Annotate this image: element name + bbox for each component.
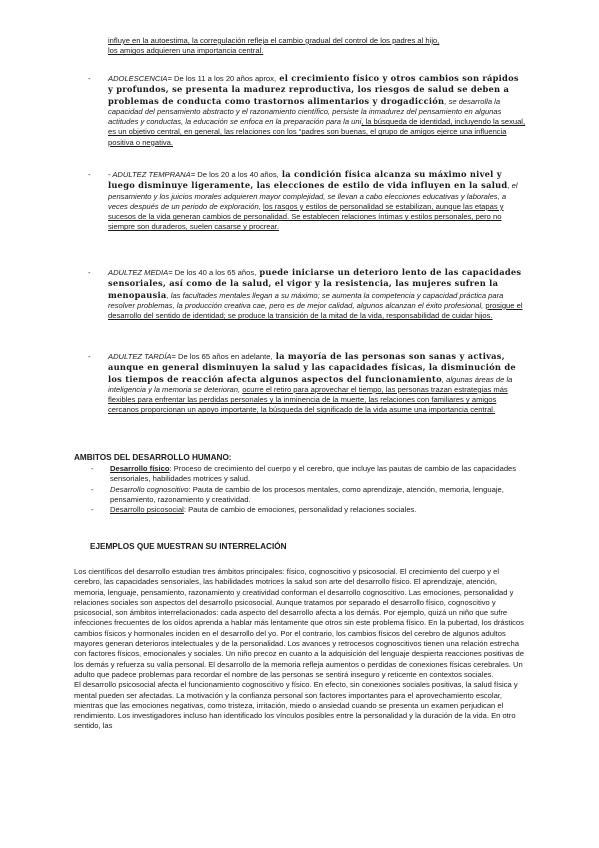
paragraph: Los científicos del desarrollo estudian tres ámbitos principales: físico, cognoscitivo y psicosocial. El crecimiento del cuerpo y el cerebro, las capacidades sensoriales, las habilidades motrices la salud son arte del desarrollo físico. El aprendizaje, atención, memoria, lenguaje, pensamiento, razonamiento y creatividad conforman el desarrollo cognoscitivo. Las emociones, personalidad y relaciones sociales son aspectos del desarrollo psicosocial. Aunque tratamos por separado el desarrollo físico, cognoscitivo y psicosocial, son ámbitos interrelacionados: cada aspecto del desarrollo afecta a los demás. Por ejemplo, quizá un niño que sufre infecciones frecuentes de los oídos aprenda a hablar más lentamente que otros sin este problema físico. En la pubertad, los drásticos cambios físicos y hormonales inciden en el desarrollo del yo. Por el contrario, los cambios físicos del cerebro de algunos adultos mayores generan deterioros intelectuales y de la personalidad. Los avances y retrocesos cognoscitivos tienen una relación estrecha con factores físicos, emocionales y sociales. Un niño precoz en cuanto a la adquisición del lenguaje despierta reacciones positivas de los demás y refuerza su valía personal. El desarrollo de la memoria refleja aumentos o perdidas de conexiones físicas cerebrales. Un adulto que padece problemas para recordar el nombre de las personas se sentirá inseguro y reticente en contextos sociales. (74, 567, 524, 679)
stage-age: De los 11 a los 20 años aprox, (171, 74, 277, 83)
paragraph: El desarrollo psicosocial afecta el funcionamiento cognoscitivo y físico. En efecto, sin conexiones sociales positivas, la salud física y mental pueden ser afectadas. La motivación y la confianza personal son factores importantes para el aprovechamiento escolar, mientras que las emociones negativas, como tristeza, irritación, miedo o ansiedad cuando se presenta un examen perjudican el rendimiento. Los investigadores incluso han identificado los vínculos posibles entre la personalidad y la duración de la vida. En otro sentido, las (74, 680, 518, 731)
stage-adultez-tardia (108, 351, 526, 416)
stage-italic: , algunas áreas de la inteligencia y la memoria se deterioran, (108, 374, 513, 394)
stage-lead: la condición física alcanza su máximo nivel y luego disminuye ligeramente, las elecciones de estilo de vida influyen en la salud (108, 169, 508, 191)
stage-lead: puede iniciarse un deterioro lento de las capacidades sensoriales, así como de la salud, el vigor y la resistencia, las mujeres sufren la menopausia (108, 267, 522, 300)
list-item-term: Desarrollo psicosocial (110, 505, 184, 515)
stage-age: De los 20 a los 40 años, (195, 170, 279, 179)
stage-underlined: prosigue el desarrollo del sentido de identidad; se produce la transición de la mitad de la vida, responsabilidad de cuidar hijos. (108, 300, 523, 321)
ejemplos-heading: EJEMPLOS QUE MUESTRAN SU INTERRELACIÓN (90, 542, 287, 551)
stage-italic: , las facultades mentales llegan a su máximo; se aumenta la competencia y capacidad práctica para resolver problemas, la producción creativa cae, pero es de mejor calidad, algunos alcanzan el éxito profesional, (108, 290, 504, 310)
list-item-text: : Pauta de cambio de los procesos mentales, como aprendizaje, atención, memoria, lenguaje, pensamiento, razonamiento y creatividad. (110, 484, 504, 504)
stage-adolescencia (108, 73, 526, 148)
stage-lead: la mayoría de las personas son sanas y activas, aunque en general disminuyen la salud y las capacidades físicas, la disminución de los tiempos de reacción afecta algunos aspectos del funcionamiento (108, 351, 516, 384)
bullet-marker: - (91, 505, 94, 515)
stage-lead: el crecimiento físico y otros cambios son rápidos y profundos, se presenta la madurez reproductiva, los riesgos de salud se deben a problemas de conducta como trastornos alimentarios y drogadicción (108, 73, 519, 106)
list-item (88, 505, 528, 515)
bullet-marker: - (91, 484, 94, 494)
intro-line-2: los amigos adquieren una importancia central. (108, 46, 264, 56)
list-item-term: Desarrollo físico (110, 464, 170, 473)
stage-age: De los 65 años en adelante, (175, 352, 273, 361)
stage-underlined: los rasgos y estilos de personalidad se estabilizan, aunque las etapas y sucesos de la vida generan cambios de personalidad. Se establecen relaciones íntimas y estilos personales, pero no siempre son duraderos, suelen casarse y procrear. (108, 201, 504, 232)
stage-bullet: - (88, 268, 91, 277)
stage-name: ADULTEZ TARDÍA= (108, 352, 176, 361)
list-item-term: Desarrollo cognoscitivo (110, 484, 189, 494)
stage-name: - ADULTEZ TEMPRANA= (108, 170, 196, 179)
bullet-marker: - (91, 464, 94, 473)
stage-bullet: - (88, 352, 91, 361)
list-item (88, 464, 528, 485)
stage-italic: , se desarrolla la capacidad del pensamiento abstracto y el razonamiento científico, persiste la inmadurez del pensamiento en algunas actitudes y conductas, la educación se enfoca en la preparación para la uni (108, 96, 502, 127)
list-item-text: : Pauta de cambio de emociones, personalidad y relaciones sociales. (183, 505, 417, 515)
stage-underlined: , la búsqueda de identidad, incluyendo la sexual, es un objetivo central, en general, las relaciones con los “padres son buenas, el grupo de amigos ejerce una influencia positiva o negativa. (108, 117, 526, 147)
intro-continuation (108, 36, 526, 57)
ambitos-list (88, 464, 528, 515)
stage-adultez-temprana (108, 169, 526, 233)
stage-name: ADULTEZ MEDIA= (108, 268, 173, 277)
stage-italic: , el pensamiento y los juicios morales adquieren mayor complejidad, se llevan a cabo elecciones educativas y laborales, a veces después de un periodo de exploración, (108, 181, 518, 211)
stage-adultez-media (108, 267, 526, 321)
stage-bullet: - (88, 170, 91, 179)
stage-bullet: - (88, 74, 91, 83)
stage-underlined: ocurre el retiro para aprovechar el tiempo, las personas trazan estrategias más flexibles para enfrentar las perdidas personales y la inminencia de la muerte, las relaciones con familiares y amigos cercanos proporcionan un apoyo importante, la búsqueda del significado de la vida asume una importancia central. (108, 384, 508, 415)
stage-name: ADOLESCENCIA= (108, 74, 172, 83)
list-item-text: : Proceso de crecimiento del cuerpo y el cerebro, que incluye las pautas de cambio de las capacidades sensoriales, habilidades motrices y salud. (110, 464, 517, 484)
ambitos-heading: AMBITOS DEL DESARROLLO HUMANO: (74, 453, 232, 462)
ejemplos-body (74, 567, 526, 732)
stage-age: De los 40 a los 65 años, (172, 268, 257, 277)
intro-line-1: influye en la autoestima, la corregulación refleja el cambio gradual del control de los padres al hijo, (108, 36, 440, 45)
list-item (88, 485, 528, 506)
